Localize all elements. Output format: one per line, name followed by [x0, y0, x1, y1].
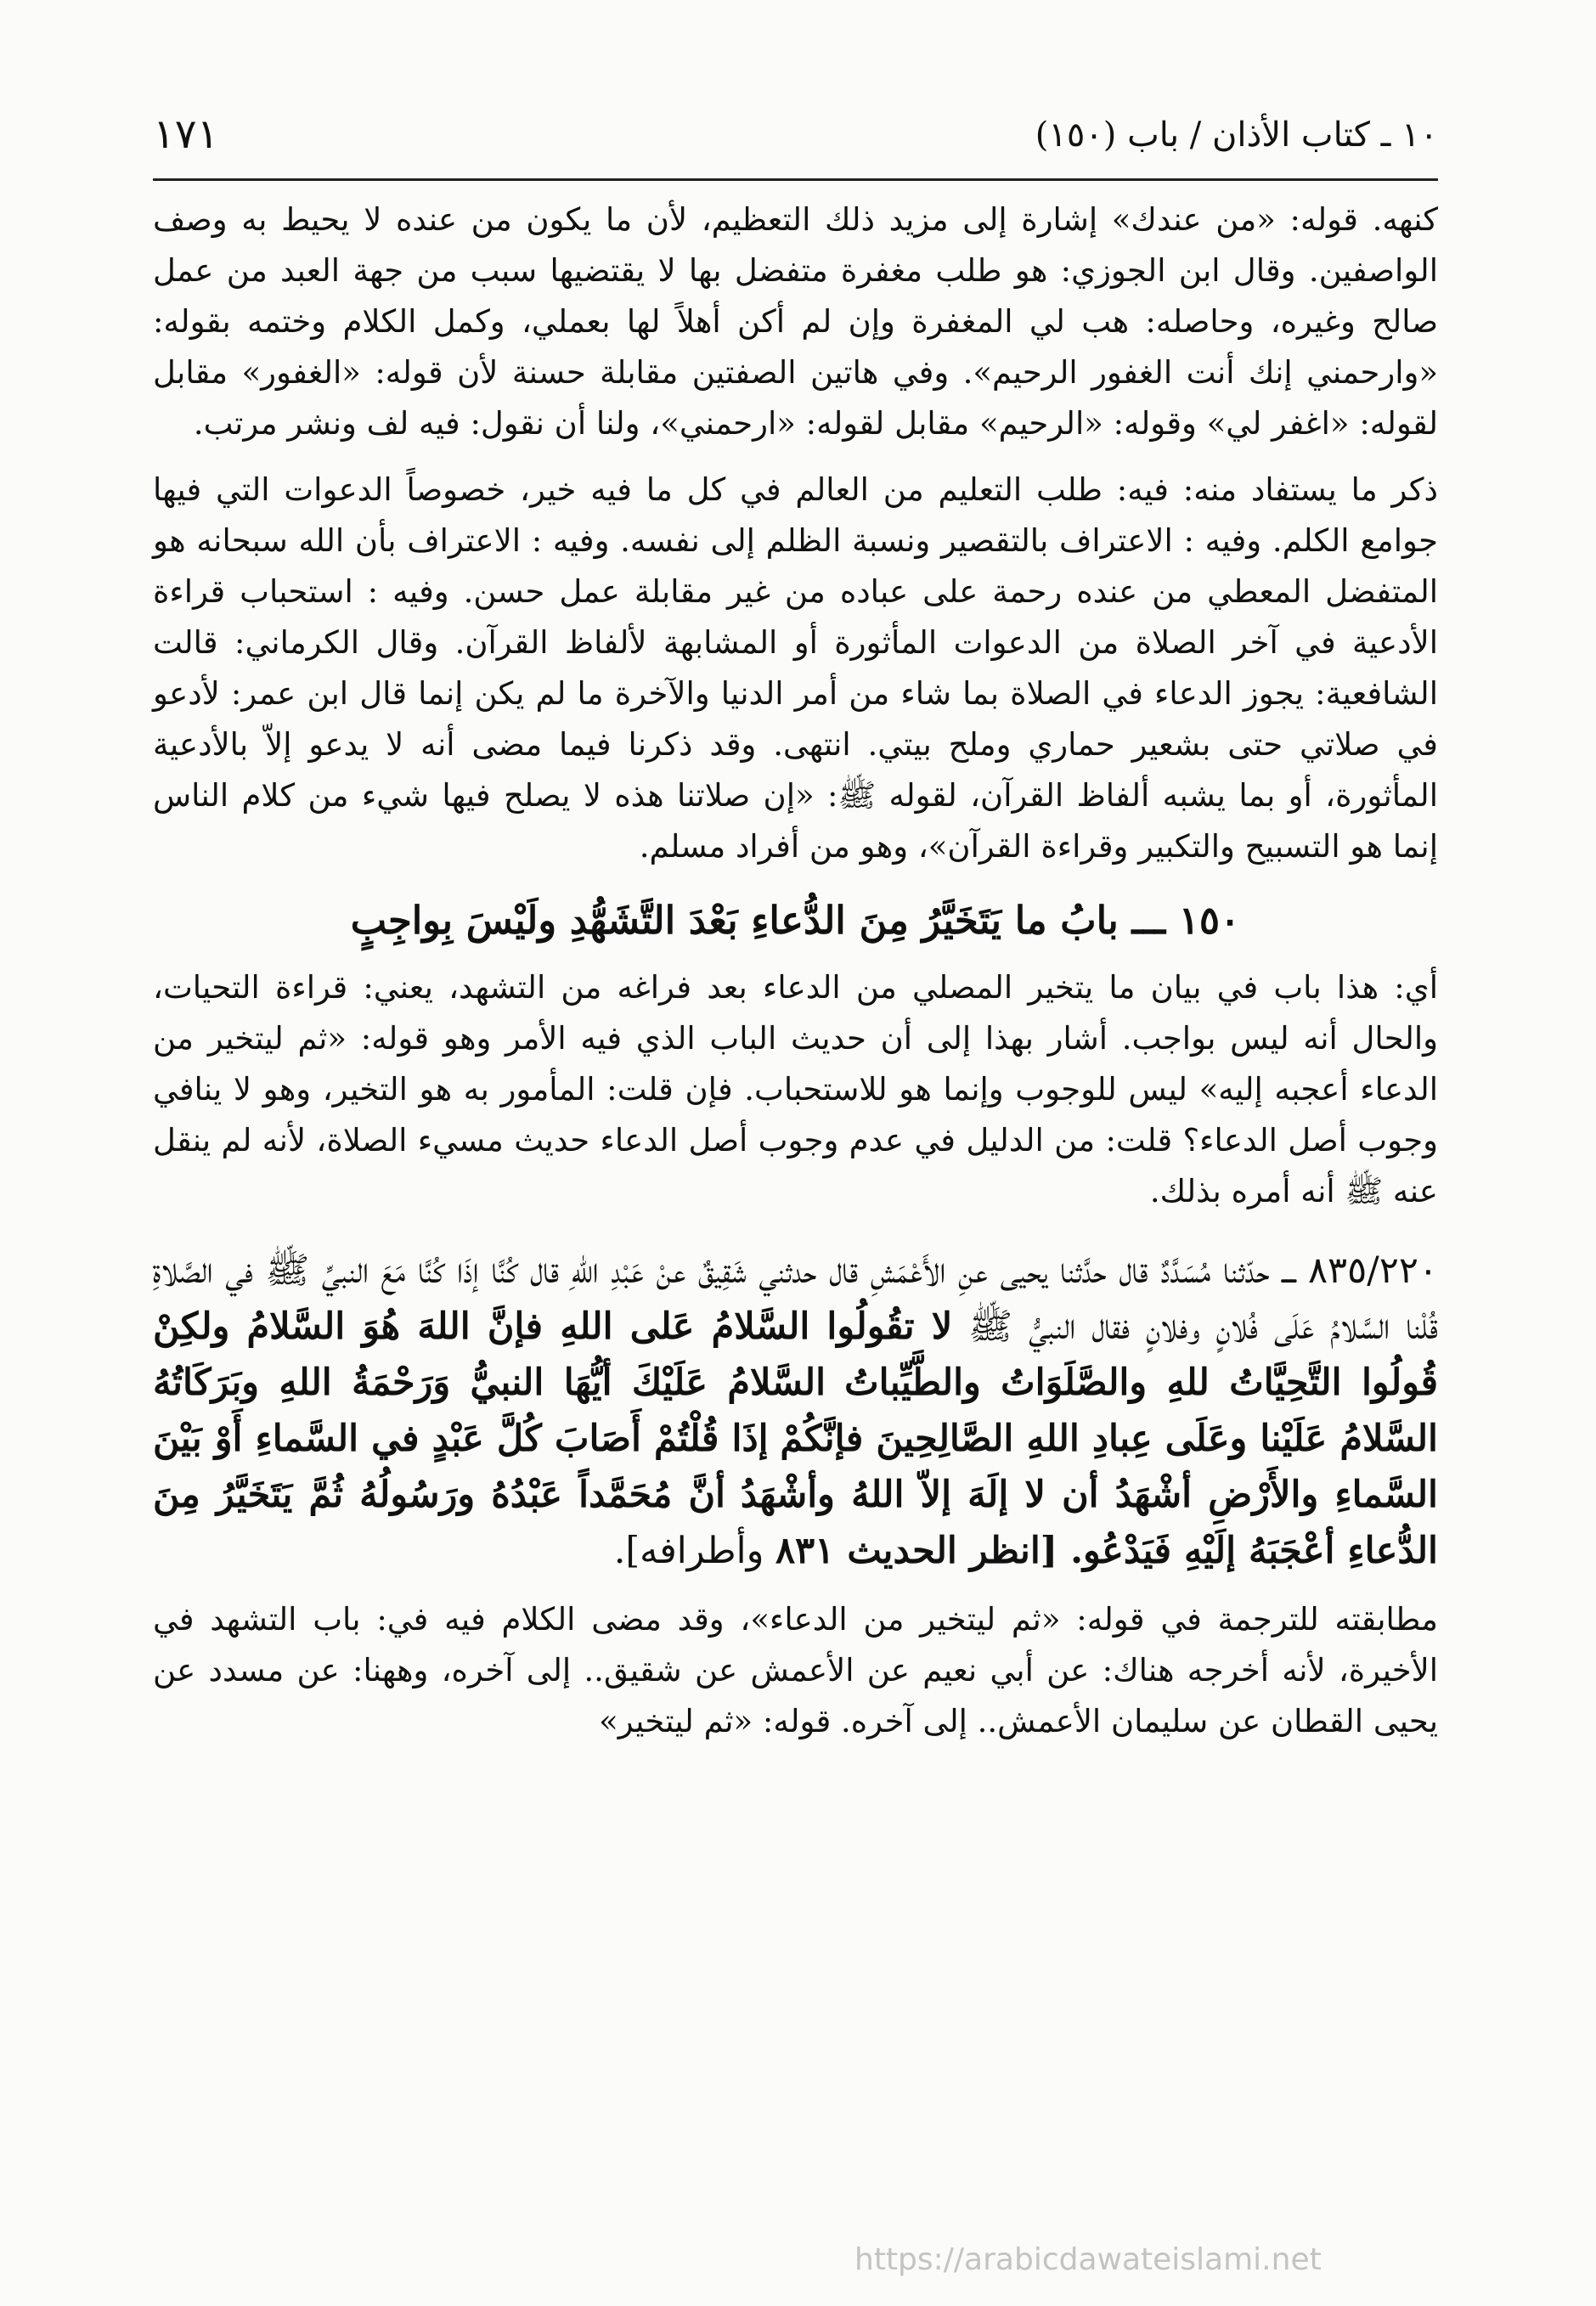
text-line: كنهه. قوله: «من عندك» إشارة إلى مزيد ذلك التعظيم، لأن ما يكون من عنده لا يحيط به	[241, 201, 1439, 238]
text-line: المأمور به هو التخير، وهو لا ينافي وجوب أصل الدعاء؟ قلت: من الدليل في عدم وجوب	[153, 1071, 1438, 1159]
text-line: أصل الدعاء حديث مسيء الصلاة، لأنه لم ينقل عنه ﷺ أنه أمره بذلك.	[153, 1122, 1438, 1209]
final-paragraph	[153, 1594, 1438, 1747]
commentary-paragraph	[153, 962, 1438, 1217]
text-line: قوله: «ثم ليتخير من الدعاء أعجبه إليه» ليس للوجوب وإنما هو للاستحباب. فإن قلت:	[153, 1020, 1439, 1108]
text-line: وأطرافه].	[613, 1530, 764, 1572]
text-line: وههنا: عن مسدد عن يحيى القطان عن سليمان الأعمش.. إلى آخره. قوله: «ثم ليتخير»	[153, 1652, 1438, 1739]
lessons-paragraph	[153, 465, 1438, 872]
text-line: انتهى. وقد ذكرنا فيما مضى أنه لا يدعو إلاّ بالأدعية المأثورة، أو بما يشبه ألفاظ القرآن، لقوله	[153, 726, 1438, 814]
text-line: ﷺ: «إن صلاتنا هذه لا يصلح فيها شيء من كلام الناس إنما هو التسبيح والتكبير وقراءة	[153, 777, 1438, 865]
text-line: أن نقول: فيه لف ونشر مرتب.	[193, 405, 587, 442]
text-line: القرآن»، وهو من أفراد مسلم.	[639, 828, 1031, 865]
page-number: ١٧١	[153, 110, 219, 158]
text-line: التشهد في الأخيرة، لأنه أخرجه هناك: عن أبي نعيم عن الأعمش عن شقيق.. إلى آخره،	[153, 1601, 1438, 1689]
text-line: الكلام وختمه بقوله: «وارحمني إنك أنت الغفور الرحيم». وفي هاتين الصفتين مقابلة حسنة	[153, 303, 1438, 391]
text-line: الدعوات التي فيها جوامع الكلم. وفيه : الاعتراف بالتقصير ونسبة الظلم إلى نفسه. وفيه :	[153, 471, 1438, 559]
hadith-text-line: أنَّ مُحَمَّداً عَبْدُهُ ورَسُولُهُ ثُمَّ يَتَخَيَّرُ مِنَ الدُّعاءِ أعْجَبَهُ إلَيْهِ فَيَدْعُو. [انظر الحديث ٨٣١	[153, 1474, 1438, 1572]
text-line: قراءة التحيات، والحال أنه ليس بواجب. أشار بهذا إلى أن حديث الباب الذي فيه الأمر وهو	[153, 969, 1439, 1057]
text-line: اللهِ قال كُنَّا إذَا كُنَّا مَعَ النبيِّ ﷺ في الصَّلاةِ قُلْنا السَّلامُ عَلَى فُلانٍ وفلانٍ فقال النبيُّ ﷺ	[153, 1249, 1439, 1348]
text-line: الاعتراف بأن الله سبحانه هو المتفضل المعطي من عنده رحمة على عباده من غير مقابلة	[153, 522, 1439, 610]
hadith-text-line: إذَا قُلْتُمْ أَصَابَ كُلَّ عَبْدٍ في السَّماءِ أَوْ بَيْنَ السَّماءِ والأَرْضِ أشْهَدُ أن لا إلَهَ إلاّ اللهُ وأشْهَدُ	[153, 1418, 1438, 1516]
text-line: ذكر ما يستفاد منه: فيه: طلب التعليم من العالم في كل ما فيه خير، خصوصاً	[406, 471, 1438, 508]
text-line: لأن قوله: «الغفور» مقابل لقوله: «اغفر لي» وقوله: «الرحيم» مقابل لقوله: «ارحمني»، ولنا	[153, 354, 1438, 442]
page-header	[153, 110, 1438, 181]
page-body	[153, 195, 1438, 1747]
hadith-text-line: السَّلامُ عَلَيْكَ أيُّهَا النبيُّ وَرَحْمَةُ اللهِ وبَرَكَاتُهُ السَّلامُ عَلَيْنا وعَلَى عِبادِ اللهِ الصَّالِحِينَ فإنَّكُمْ	[153, 1362, 1439, 1460]
section-heading: ١٥٠ ـــ بابُ ما يَتَخَيَّرُ مِنَ الدُّعاءِ بَعْدَ التَّشَهُّدِ ولَيْسَ بِواجِبٍ	[350, 898, 1241, 943]
hadith-paragraph	[153, 1243, 1438, 1579]
text-line: والآخرة ما لم يكن إنما قال ابن عمر: لأدعو في صلاتي حتى بشعير حماري وملح بيتي.	[153, 675, 1438, 763]
text-line: أي: هذا باب في بيان ما يتخير المصلي من الدعاء بعد فراغه من التشهد، يعني:	[363, 969, 1438, 1006]
text-line: مطابقته للترجمة في قوله: «ثم ليتخير من الدعاء»، وقد مضى الكلام فيه في: باب	[313, 1601, 1438, 1638]
running-title: ١٠ ـ كتاب الأذان / باب (١٥٠)	[1035, 116, 1438, 155]
text-line: العبد من عمل صالح وغيره، وحاصله: هب لي المغفرة وإن لم أكن أهلاً لها بعملي، وكمل	[153, 252, 1438, 340]
text-line: وصف الواصفين. وقال ابن الجوزي: هو طلب مغفرة متفضل بها لا يقتضيها سبب من جهة	[153, 201, 1438, 289]
text-line: عمل حسن. وفيه : استحباب قراءة الأدعية في آخر الصلاة من الدعوات المأثورة أو المشابهة	[153, 573, 1438, 661]
hadith-text-line: لا تقُولُوا السَّلامُ عَلى اللهِ فإنَّ اللهَ هُوَ السَّلامُ ولكِنْ قُولُوا التَّحِيَّاتُ للهِ والصَّلَوَاتُ والطَّيِّباتُ	[153, 1305, 1438, 1404]
intro-paragraph	[153, 195, 1438, 449]
watermark-url: https://arabicdawateislami.net	[854, 2242, 1322, 2277]
text-line: ٨٣٥/٢٢٠ ـــ حدّثنا مُسَدَّدٌ قال حدَّثنا يحيى عنِ الأَعْمَشِ قال حدثني شَقِيقٌ عنْ عَبْدِ	[611, 1249, 1439, 1292]
text-line: لألفاظ القرآن. وقال الكرماني: قالت الشافعية: يجوز الدعاء في الصلاة بما شاء من أمر الدنيا	[153, 624, 1438, 712]
